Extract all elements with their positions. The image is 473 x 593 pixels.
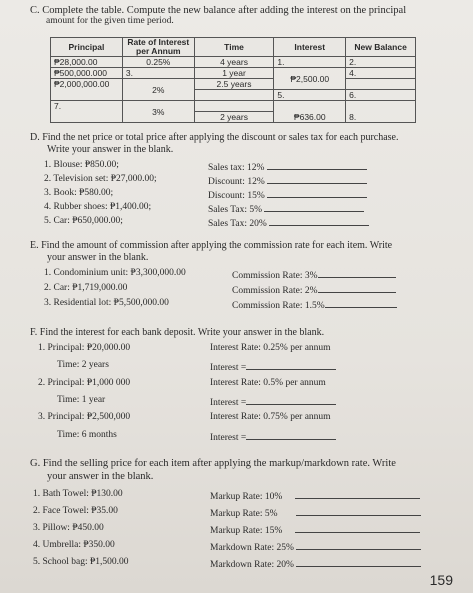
interest-label: Interest =	[210, 363, 247, 373]
rate-text: Commission Rate: 3%	[232, 271, 318, 281]
rate-text: Sales Tax: 20%	[208, 219, 267, 229]
new-balance-6: 6.	[349, 90, 357, 100]
section-e-line1: E. Find the amount of commission after applying the commission rate for each item. Write	[30, 240, 393, 251]
rate-text: Commission Rate: 2%	[232, 286, 318, 296]
table-cell	[194, 101, 274, 112]
section-c-heading	[30, 5, 406, 27]
markup-rate	[210, 540, 421, 554]
deposit-time: Time: 1 year	[57, 395, 106, 405]
commission-item: 2. Car: ₱1,719,000.00	[44, 283, 128, 293]
rate-text: Markdown Rate: 20%	[210, 560, 294, 570]
commission-rate	[232, 268, 396, 282]
header-new-balance: New Balance	[346, 38, 416, 57]
table-cell: ₱2,000,000.00	[51, 79, 123, 101]
table-cell: 2.5 years	[194, 79, 274, 90]
section-g-line1: G. Find the selling price for each item after applying the markup/markdown rate. Write	[30, 458, 396, 469]
deposit-interest	[210, 360, 336, 374]
purchase-item: 2. Television set: ₱27,000.00;	[44, 174, 157, 184]
section-g-heading	[30, 457, 450, 483]
answer-blank[interactable]	[264, 202, 364, 212]
markup-item: 5. School bag: ₱1,500.00	[33, 557, 129, 567]
deposit-principal: 2. Principal: ₱1,000 000	[38, 378, 131, 388]
answer-blank[interactable]	[267, 174, 367, 184]
table-cell: 5.	[274, 90, 346, 101]
section-e-line2: your answer in the blank.	[47, 252, 149, 263]
table-cell: 1.	[274, 57, 346, 68]
answer-blank[interactable]	[267, 188, 367, 198]
table-cell: 2 years	[194, 112, 274, 123]
table-cell: ₱500,000.000	[51, 68, 123, 79]
rate-text: Markup Rate: 5%	[210, 509, 278, 519]
rate-text: Commission Rate: 1.5%	[232, 301, 325, 311]
header-rate: Rate of Interest per Annum	[122, 38, 194, 57]
header-interest: Interest	[274, 38, 346, 57]
rate-text: Sales Tax: 5%	[208, 205, 263, 215]
section-c-line1: C. Complete the table. Compute the new balance after adding the interest on the principal	[30, 5, 407, 16]
markup-item: 2. Face Towel: ₱35.00	[33, 506, 118, 516]
answer-blank[interactable]	[296, 540, 421, 550]
deposit-rate: Interest Rate: 0.75% per annum	[210, 412, 331, 422]
section-d-heading	[30, 132, 450, 156]
table-cell: 3%	[122, 101, 194, 123]
table-cell: 3.	[122, 68, 194, 79]
table-cell	[346, 79, 416, 90]
answer-blank[interactable]	[295, 523, 420, 533]
markup-rate	[210, 489, 420, 503]
section-f-heading	[30, 327, 450, 339]
page-number: 159	[429, 572, 453, 588]
markup-rate	[210, 523, 420, 537]
purchase-rate	[208, 188, 367, 202]
deposit-principal: 1. Principal: ₱20,000.00	[38, 343, 131, 353]
purchase-rate	[208, 202, 364, 216]
header-time: Time	[194, 38, 274, 57]
rate-text: Markup Rate: 15%	[210, 526, 283, 536]
interest-label: Interest =	[210, 398, 247, 408]
answer-blank[interactable]	[325, 298, 397, 308]
answer-blank[interactable]	[246, 360, 336, 370]
table-row	[51, 79, 416, 90]
purchase-item: 1. Blouse: ₱850.00;	[44, 160, 119, 170]
purchase-item: 5. Car: ₱650,000.00;	[44, 216, 123, 226]
answer-blank[interactable]	[318, 283, 396, 293]
answer-blank[interactable]	[318, 268, 396, 278]
markup-rate	[210, 506, 421, 520]
deposit-interest	[210, 430, 336, 444]
table-cell: 2.	[346, 57, 416, 68]
rate-text: Sales tax: 12%	[208, 163, 265, 173]
header-principal: Principal	[51, 38, 123, 57]
commission-item: 3. Residential lot: ₱5,500,000.00	[44, 298, 169, 308]
section-g-line2: your answer in the blank.	[47, 471, 154, 482]
deposit-rate: Interest Rate: 0.5% per annum	[210, 378, 326, 388]
commission-item: 1. Condominium unit: ₱3,300,000.00	[44, 268, 186, 278]
markup-item: 4. Umbrella: ₱350.00	[33, 540, 115, 550]
section-d-line1: D. Find the net price or total price after applying the discount or sales tax for each purchase.	[30, 132, 399, 143]
markup-item: 3. Pillow: ₱450.00	[33, 523, 104, 533]
deposit-interest	[210, 395, 336, 409]
deposit-time: Time: 6 months	[57, 430, 117, 440]
table-cell: 1 year	[194, 68, 274, 79]
section-f-line1: F. Find the interest for each bank deposit. Write your answer in the blank.	[30, 327, 325, 338]
table-cell: 0.25%	[122, 57, 194, 68]
purchase-item: 4. Rubber shoes: ₱1,400.00;	[44, 202, 152, 212]
interest-table	[50, 37, 416, 123]
interest-label: Interest =	[210, 433, 247, 443]
section-d-line2: Write your answer in the blank.	[47, 144, 174, 155]
answer-blank[interactable]	[246, 430, 336, 440]
table-cell	[346, 90, 416, 101]
markup-rate	[210, 557, 421, 571]
purchase-rate	[208, 174, 367, 188]
answer-blank[interactable]	[267, 160, 367, 170]
rate-text: Discount: 15%	[208, 191, 265, 201]
table-cell	[194, 90, 274, 101]
markup-item: 1. Bath Towel: ₱130.00	[33, 489, 123, 499]
purchase-rate	[208, 160, 367, 174]
deposit-principal: 3. Principal: ₱2,500,000	[38, 412, 131, 422]
answer-blank[interactable]	[246, 395, 336, 405]
rate-text: Discount: 12%	[208, 177, 265, 187]
deposit-time: Time: 2 years	[57, 360, 109, 370]
rate-text: Markdown Rate: 25%	[210, 543, 294, 553]
table-cell: 8.	[346, 101, 416, 123]
table-row	[51, 68, 416, 79]
table-header-row	[51, 38, 416, 57]
table-cell: 7.	[51, 101, 123, 123]
answer-blank[interactable]	[296, 506, 421, 516]
answer-blank[interactable]	[296, 557, 421, 567]
purchase-rate	[208, 216, 369, 230]
rate-text: Markup Rate: 10%	[210, 492, 283, 502]
section-e-heading	[30, 240, 450, 264]
table-cell: 4.	[346, 68, 416, 79]
table-cell: 2%	[122, 79, 194, 101]
commission-rate	[232, 298, 397, 312]
purchase-item: 3. Book: ₱580.00;	[44, 188, 114, 198]
table-cell: ₱2,500.00	[274, 68, 346, 90]
table-row	[51, 101, 416, 112]
answer-blank[interactable]	[295, 489, 420, 499]
table-cell: 4 years	[194, 57, 274, 68]
table-cell: ₱28,000.00	[51, 57, 123, 68]
answer-blank[interactable]	[269, 216, 369, 226]
section-c-line2: amount for the given time period.	[46, 16, 174, 26]
commission-rate	[232, 283, 396, 297]
table-cell: ₱636.00	[274, 101, 346, 123]
deposit-rate: Interest Rate: 0.25% per annum	[210, 343, 331, 353]
